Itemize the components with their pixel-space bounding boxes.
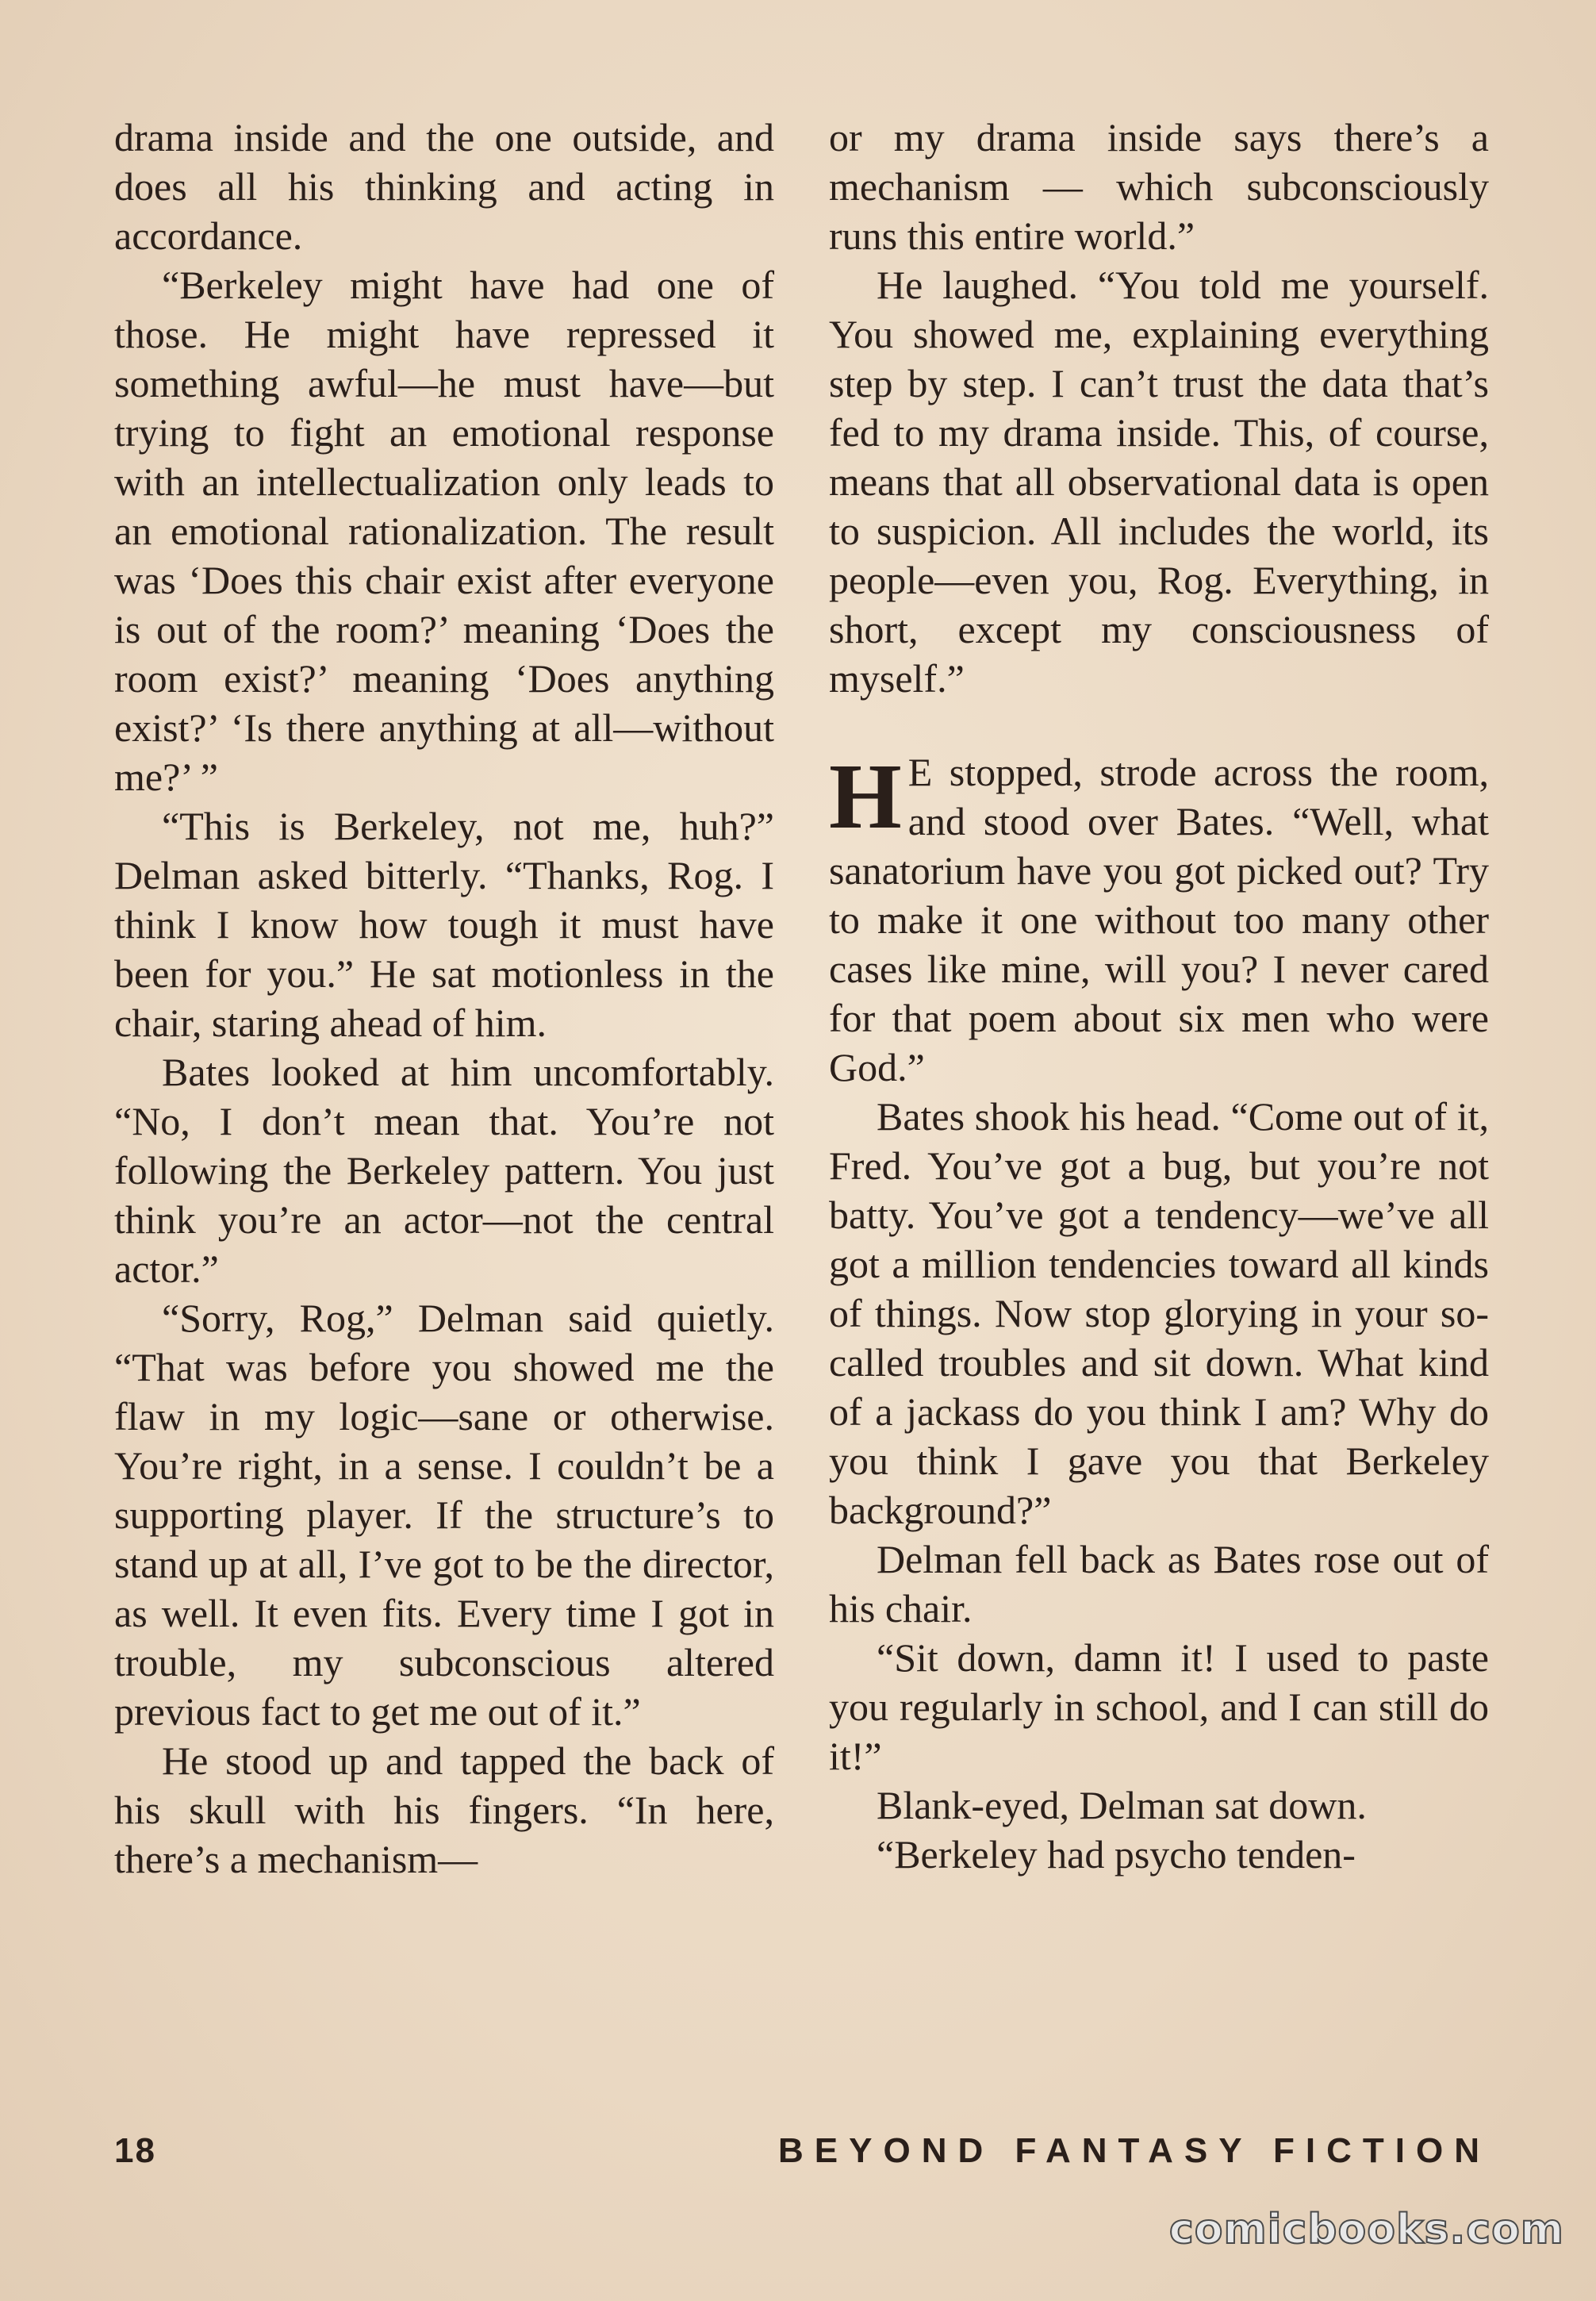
paragraph: Bates looked at him uncomfortably. “No, I don’t mean that. You’re not following the Berkeley pattern. You just think you’re an actor—not the central actor.” bbox=[114, 1050, 774, 1291]
paragraph: “Berkeley might have had one of those. He might have repressed it something awful—he must have—but trying to fight an emotional response with an intellectualization only leads to an emotional rationalization. The result was ‘Does this chair exist after everyone is out of the room?’ meaning ‘Does the room exist?’ meaning ‘Does anything exist?’ ‘Is there anything at all—without me?’ ” bbox=[114, 263, 774, 799]
paragraph: “This is Berkeley, not me, huh?” Delman asked bitterly. “Thanks, Rog. I think I know how tough it must have been for you.” He sat motionless in the chair, staring ahead of him. bbox=[114, 804, 774, 1045]
paragraph: Bates shook his head. “Come out of it, Fred. You’ve got a bug, but you’re not batty. You’ve got a tendency—we’ve all got a million tendencies toward all kinds of things. Now stop glorying in your so-called troubles and sit down. What kind of a jackass do you think I am? Why do you think I gave you that Berkeley background?” bbox=[829, 1094, 1489, 1532]
right-text-column bbox=[829, 113, 1489, 1879]
paragraph: “Sit down, damn it! I used to paste you regularly in school, and I can still do it!” bbox=[829, 1635, 1489, 1778]
paragraph: Delman fell back as Bates rose out of his chair. bbox=[829, 1537, 1489, 1631]
site-watermark: comicbooks.com bbox=[1168, 2206, 1564, 2253]
page-number: 18 bbox=[114, 2131, 156, 2170]
magazine-title: BEYOND FANTASY FICTION bbox=[778, 2131, 1490, 2170]
paragraph: “Berkeley had psycho tenden- bbox=[877, 1832, 1356, 1877]
paragraph-text: E stopped, strode across the room, and stood over Bates. “Well, what sanatorium have you got picked out? Try to make it one without too many other cases like mine, will you? I never cared for that poem about six men who were God.” bbox=[829, 750, 1489, 1089]
paragraph: Blank-eyed, Delman sat down. bbox=[877, 1783, 1367, 1827]
left-text-column bbox=[114, 113, 774, 1884]
paragraph: He stood up and tapped the back of his skull with his fingers. “In here, there’s a mechanism— bbox=[114, 1738, 774, 1881]
drop-cap: H bbox=[829, 744, 902, 848]
page-footer bbox=[114, 2131, 1490, 2179]
paragraph: He laughed. “You told me yourself. You showed me, explaining everything step by step. I can’t trust the data that’s fed to my drama inside. This, of course, means that all observational data is open to suspicion. All includes the world, its people—even you, Rog. Everything, in short, except my consciousness of myself.” bbox=[829, 263, 1489, 701]
paragraph: drama inside and the one outside, and does all his thinking and acting in accordance. bbox=[114, 115, 774, 258]
paragraph: “Sorry, Rog,” Delman said quietly. “That was before you showed me the flaw in my logic—sane or otherwise. You’re right, in a sense. I couldn’t be a supporting player. If the structure’s to stand up at all, I’ve got to be the director, as well. It even fits. Every time I got in trouble, my subconscious altered previous fact to get me out of it.” bbox=[114, 1296, 774, 1734]
paragraph: or my drama inside says there’s a mechanism — which subconsciously runs this entire world.” bbox=[829, 115, 1489, 258]
section-paragraph bbox=[829, 744, 1489, 1092]
